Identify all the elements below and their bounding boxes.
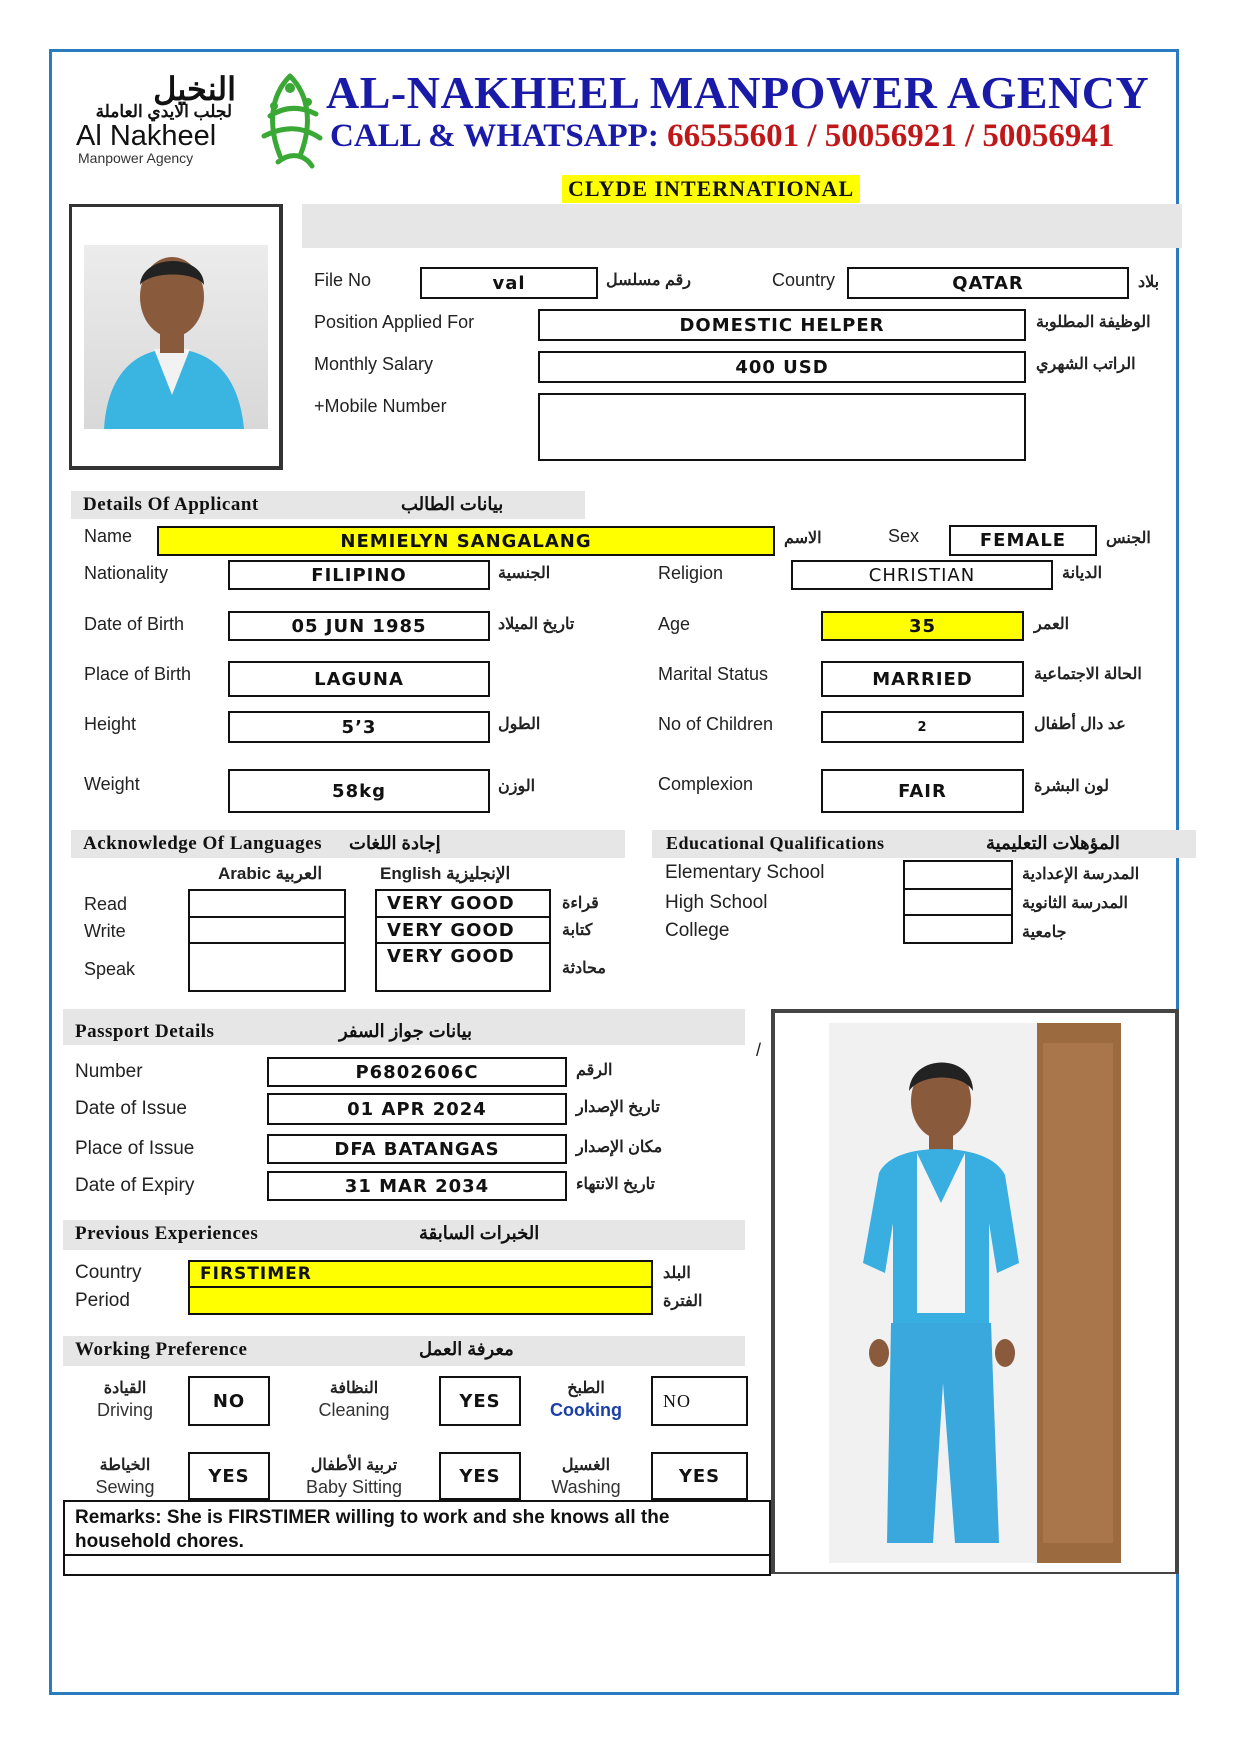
person-standing-icon [829, 1023, 1121, 1563]
high-school-ar: المدرسة الثانوية [1022, 895, 1128, 912]
preference-section-header [63, 1336, 745, 1366]
english-col-header [380, 864, 510, 884]
passport-title-ar: بيانات جواز السفر [339, 1021, 473, 1041]
applicant-title-ar: بيانات الطالب [401, 494, 504, 514]
religion-field[interactable]: CHRISTIAN [791, 560, 1053, 590]
passport-number-field[interactable]: P6802606C [267, 1057, 567, 1087]
nationality-label: Nationality [84, 563, 169, 583]
driving-label: Driving [96, 1400, 153, 1420]
elementary-field[interactable] [903, 860, 1013, 890]
logo-arabic: النخيل [153, 71, 236, 107]
expiry-date-label: Date of Expiry [75, 1175, 195, 1196]
marital-field[interactable]: MARRIED [821, 661, 1024, 697]
sewing-label: Sewing [95, 1477, 155, 1497]
elementary-ar: المدرسة الإعدادية [1022, 866, 1140, 883]
call-label: CALL & WHATSAPP: [330, 118, 659, 154]
college-label: College [665, 920, 730, 941]
cleaning-pref [294, 1378, 414, 1421]
salary-field[interactable]: 400 USD [538, 351, 1026, 383]
exp-country-label: Country [75, 1262, 142, 1283]
experience-title: Previous Experiences [75, 1223, 259, 1244]
height-field[interactable]: 5’3 [228, 711, 490, 743]
pob-field[interactable]: LAGUNA [228, 661, 490, 697]
nationality-field[interactable]: FILIPINO [228, 560, 490, 590]
experience-section-header [63, 1220, 745, 1250]
complexion-ar: لون البشرة [1034, 778, 1109, 795]
washing-label: Washing [551, 1477, 621, 1497]
arabic-col-header [218, 864, 322, 884]
read-label: Read [84, 894, 128, 914]
baby-sitting-pref [294, 1455, 414, 1498]
logo-name: Al Nakheel [76, 120, 217, 152]
header-gray-bar [302, 204, 1182, 248]
expiry-date-ar: تاريخ الانتهاء [576, 1176, 655, 1193]
country-field[interactable]: QATAR [847, 267, 1129, 299]
person-portrait-icon [84, 245, 268, 429]
write-label: Write [84, 921, 126, 941]
cooking-ar: الطبخ [567, 1380, 605, 1397]
issue-date-ar: تاريخ الإصدار [576, 1099, 661, 1116]
sex-ar: الجنس [1106, 530, 1151, 547]
weight-field[interactable]: 58kg [228, 769, 490, 813]
driving-ar: القيادة [103, 1380, 147, 1397]
passport-number-label: Number [75, 1061, 143, 1082]
arabic-col-en: Arabic [218, 864, 271, 883]
expiry-date-field[interactable]: 31 MAR 2034 [267, 1171, 567, 1201]
partner-name: CLYDE INTERNATIONAL [562, 175, 860, 203]
age-field[interactable]: 35 [821, 611, 1024, 641]
position-ar: الوظيفة المطلوبة [1036, 314, 1151, 331]
nationality-ar: الجنسية [498, 565, 551, 582]
applicant-title: Details Of Applicant [83, 494, 259, 515]
palm-calligraphy-icon [250, 66, 330, 174]
english-col-ar: الإنجليزية [446, 864, 511, 883]
cooking-pref [526, 1378, 646, 1421]
exp-country-ar: البلد [663, 1265, 691, 1282]
english-col-en: English [380, 864, 442, 883]
contact-line [330, 118, 1114, 155]
education-section-header [652, 830, 1196, 858]
age-label: Age [658, 614, 691, 634]
arabic-speak-field[interactable] [188, 942, 346, 992]
sewing-field[interactable]: YES [188, 1452, 270, 1500]
sex-field[interactable]: FEMALE [949, 525, 1097, 556]
sex-label: Sex [888, 526, 920, 546]
file-no-ar: رقم مسلسل [606, 272, 691, 289]
pob-label: Place of Birth [84, 664, 192, 684]
mobile-label: +Mobile Number [314, 396, 447, 416]
cooking-label: Cooking [550, 1400, 622, 1420]
weight-label: Weight [84, 774, 140, 794]
country-ar: بلاد [1138, 274, 1160, 291]
religion-label: Religion [658, 563, 724, 583]
driving-field[interactable]: NO [188, 1376, 270, 1426]
languages-title-ar: إجادة اللغات [349, 833, 441, 853]
agency-logo [72, 71, 242, 166]
dob-ar: تاريخ الميلاد [498, 616, 575, 633]
age-ar: العمر [1034, 616, 1070, 633]
file-no-field[interactable]: val [420, 267, 598, 299]
dob-label: Date of Birth [84, 614, 185, 634]
phone-numbers: 66555601 / 50056921 / 50056941 [667, 118, 1115, 154]
name-ar: الاسم [784, 530, 822, 547]
college-field[interactable] [903, 914, 1013, 944]
issue-place-label: Place of Issue [75, 1138, 195, 1159]
arabic-read-field[interactable] [188, 889, 346, 918]
cooking-field[interactable]: NO [651, 1376, 748, 1426]
exp-period-ar: الفترة [663, 1293, 703, 1310]
complexion-label: Complexion [658, 774, 754, 794]
issue-place-field[interactable]: DFA BATANGAS [267, 1134, 567, 1164]
salary-ar: الراتب الشهري [1036, 356, 1136, 373]
high-school-label: High School [665, 892, 768, 913]
arabic-col-ar: العربية [275, 864, 323, 883]
marital-ar: الحالة الاجتماعية [1034, 666, 1142, 683]
languages-section-header [71, 830, 625, 858]
logo-sub: Manpower Agency [78, 150, 194, 166]
children-ar: عد دال أطفال [1034, 716, 1126, 733]
preference-title: Working Preference [75, 1339, 248, 1360]
experience-title-ar: الخبرات السابقة [419, 1223, 540, 1243]
cleaning-field[interactable]: YES [439, 1376, 521, 1426]
washing-ar: الغسيل [561, 1457, 611, 1474]
height-ar: الطول [498, 716, 541, 733]
sewing-ar: الخياطة [99, 1457, 151, 1474]
weight-ar: الوزن [498, 778, 536, 795]
elementary-label: Elementary School [665, 862, 825, 883]
remarks-divider [65, 1554, 769, 1556]
driving-pref [65, 1378, 185, 1421]
preference-title-ar: معرفة العمل [419, 1339, 514, 1359]
applicant-section-header [71, 491, 585, 519]
english-read-field[interactable]: VERY GOOD [375, 889, 551, 918]
logo-arabic-sub: لجلب الايدي العاملة [95, 102, 232, 121]
passport-section-header [63, 1009, 745, 1045]
remarks-box [63, 1500, 771, 1576]
passport-title: Passport Details [75, 1021, 215, 1042]
exp-period-label: Period [75, 1290, 130, 1311]
salary-label: Monthly Salary [314, 354, 434, 374]
speak-label: Speak [84, 959, 136, 979]
education-title: Educational Qualifications [666, 833, 885, 853]
dob-field[interactable]: 05 JUN 1985 [228, 611, 490, 641]
stray-mark: / [756, 1040, 762, 1060]
cleaning-ar: النظافة [329, 1380, 379, 1397]
children-field[interactable]: 2 [821, 711, 1024, 743]
height-label: Height [84, 714, 137, 734]
name-label: Name [84, 526, 133, 546]
country-label: Country [772, 270, 836, 290]
position-field[interactable]: DOMESTIC HELPER [538, 309, 1026, 341]
name-field[interactable]: NEMIELYN SANGALANG [157, 526, 775, 556]
washing-field[interactable]: YES [651, 1452, 748, 1500]
agency-name: AL-NAKHEEL MANPOWER AGENCY [326, 67, 1150, 118]
washing-pref [526, 1455, 646, 1498]
college-ar: جامعية [1022, 924, 1067, 941]
write-ar: كتابة [562, 922, 593, 939]
arabic-write-field[interactable] [188, 916, 346, 944]
children-label: No of Children [658, 714, 774, 734]
english-write-field[interactable]: VERY GOOD [375, 916, 551, 944]
applicant-headshot [69, 204, 283, 470]
exp-country-field[interactable]: FIRSTIMER [188, 1260, 653, 1288]
baby-sitting-label: Baby Sitting [305, 1477, 403, 1497]
sewing-pref [65, 1455, 185, 1498]
issue-date-field[interactable]: 01 APR 2024 [267, 1093, 567, 1125]
file-no-label: File No [314, 270, 372, 290]
baby-sitting-ar: تربية الأطفال [310, 1457, 398, 1474]
complexion-field[interactable]: FAIR [821, 769, 1024, 813]
baby-sitting-field[interactable]: YES [439, 1452, 521, 1500]
english-speak-field[interactable]: VERY GOOD [375, 942, 551, 992]
mobile-field[interactable] [538, 393, 1026, 461]
high-school-field[interactable] [903, 888, 1013, 916]
issue-date-label: Date of Issue [75, 1098, 187, 1119]
languages-title: Acknowledge Of Languages [83, 833, 322, 854]
passport-number-ar: الرقم [576, 1062, 613, 1079]
education-title-ar: المؤهلات التعليمية [986, 833, 1120, 853]
cleaning-label: Cleaning [318, 1400, 390, 1420]
read-ar: قراءة [562, 895, 599, 912]
position-label: Position Applied For [314, 312, 475, 332]
issue-place-ar: مكان الإصدار [576, 1139, 663, 1156]
religion-ar: الديانة [1062, 565, 1103, 582]
speak-ar: محادثة [562, 960, 606, 977]
applicant-full-photo [771, 1009, 1179, 1574]
marital-label: Marital Status [658, 664, 769, 684]
remarks-text: Remarks: She is FIRSTIMER willing to work and she knows all the household chores. [75, 1507, 670, 1552]
exp-period-field[interactable] [188, 1286, 653, 1315]
